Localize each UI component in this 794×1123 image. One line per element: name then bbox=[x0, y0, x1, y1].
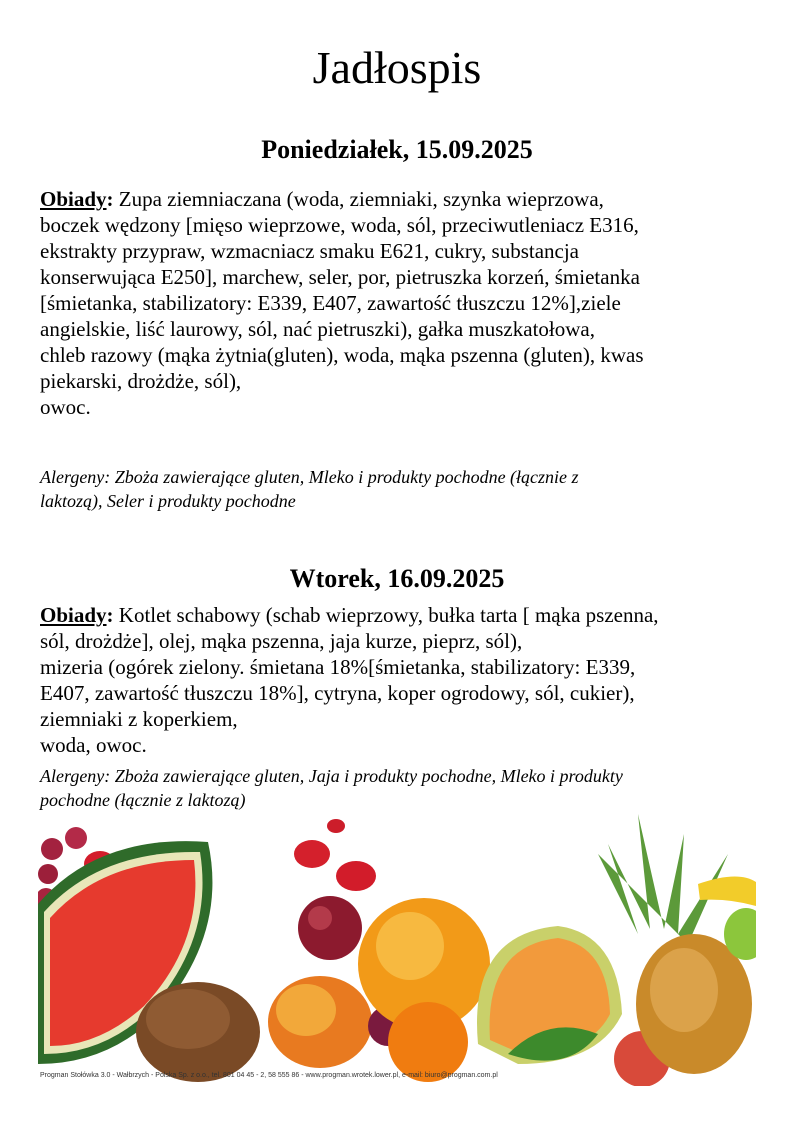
orange-icon bbox=[388, 1002, 468, 1082]
strawberry-icon bbox=[336, 861, 376, 891]
day-heading-monday: Poniedziałek, 15.09.2025 bbox=[261, 135, 533, 164]
meal-line: owoc. bbox=[40, 395, 91, 419]
meal-description-monday bbox=[40, 186, 760, 420]
allergens-tuesday bbox=[40, 764, 760, 812]
strawberry-icon bbox=[294, 840, 330, 868]
allergens-monday bbox=[40, 465, 760, 513]
meal-line: boczek wędzony [mięso wieprzowe, woda, sól, przeciwutleniacz E316, bbox=[40, 213, 639, 237]
footer-text: Progman Stołówka 3.0 - Wałbrzych - Polska Sp. z o.o., tel. 801 04 45 - 2, 58 555 86 - www.progman.wrotek.lower.pl, e-mail: biuro@progman.com.pl bbox=[40, 1072, 498, 1079]
meal-line: angielskie, liść laurowy, sól, nać pietruszki), gałka muszkatołowa, bbox=[40, 317, 595, 341]
meal-label: Obiady bbox=[40, 603, 107, 627]
meal-line: sól, drożdże], olej, mąka pszenna, jaja kurze, pieprz, sól), bbox=[40, 629, 523, 653]
meal-line: ziemniaki z koperkiem, bbox=[40, 707, 238, 731]
plum-icon bbox=[298, 896, 362, 960]
page-title: Jadłospis bbox=[312, 42, 482, 93]
meal-line: piekarski, drożdże, sól), bbox=[40, 369, 242, 393]
meal-line: konserwująca E250], marchew, seler, por, pietruszka korzeń, śmietanka bbox=[40, 265, 640, 289]
raspberry-icon bbox=[65, 827, 87, 849]
meal-description-tuesday bbox=[40, 602, 760, 758]
raspberry-icon bbox=[38, 864, 58, 884]
raspberry-icon bbox=[41, 838, 63, 860]
fruit-photo bbox=[38, 814, 756, 1086]
meal-line: ekstrakty przypraw, wzmacniacz smaku E621, cukry, substancja bbox=[40, 239, 579, 263]
strawberry-icon bbox=[327, 819, 345, 833]
day-heading-tuesday: Wtorek, 16.09.2025 bbox=[289, 564, 505, 593]
allergen-line: laktozą), Seler i produkty pochodne bbox=[40, 491, 296, 511]
meal-line: E407, zawartość tłuszczu 18%], cytryna, koper ogrodowy, sól, cukier), bbox=[40, 681, 635, 705]
meal-line: mizeria (ogórek zielony. śmietana 18%[śmietanka, stabilizatory: E339, bbox=[40, 655, 636, 679]
meal-label: Obiady bbox=[40, 187, 107, 211]
fruit-illustration bbox=[38, 814, 756, 1086]
meal-line: chleb razowy (mąka żytnia(gluten), woda, mąka pszenna (gluten), kwas bbox=[40, 343, 644, 367]
meal-line: Obiady: Zupa ziemniaczana (woda, ziemniaki, szynka wieprzowa, bbox=[40, 187, 604, 211]
allergen-line: Alergeny: Zboża zawierające gluten, Jaja i produkty pochodne, Mleko i produkty bbox=[40, 766, 623, 786]
allergen-line: Alergeny: Zboża zawierające gluten, Mleko i produkty pochodne (łącznie z bbox=[40, 467, 579, 487]
meal-line: Obiady: Kotlet schabowy (schab wieprzowy, bułka tarta [ mąka pszenna, bbox=[40, 603, 659, 627]
meal-line: woda, owoc. bbox=[40, 733, 147, 757]
allergen-line: pochodne (łącznie z laktozą) bbox=[40, 790, 246, 810]
meal-line: [śmietanka, stabilizatory: E339, E407, zawartość tłuszczu 12%],ziele bbox=[40, 291, 621, 315]
